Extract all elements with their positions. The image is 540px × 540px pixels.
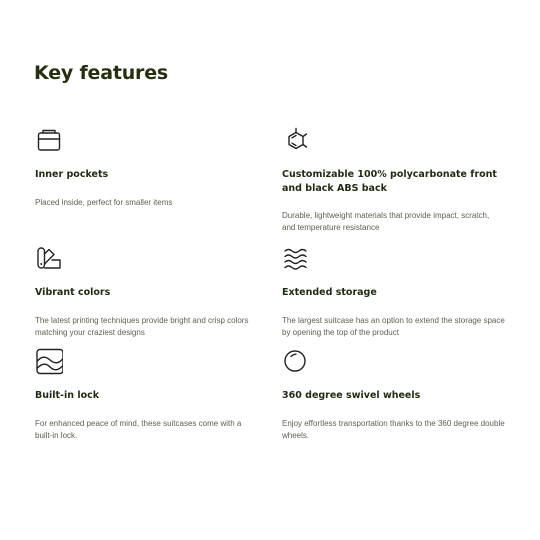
feature-swivel-wheels [282,348,522,440]
section-title: Key features [34,62,169,84]
feature-description: Enjoy effortless transportation thanks to the 360 degree double wheels. [282,419,505,440]
feature-title: Inner pockets [35,169,109,180]
feature-polycarbonate [282,127,522,232]
feature-title: Extended storage [282,287,377,298]
feature-title: Customizable 100% polycarbonate front and black ABS back [282,169,497,194]
feature-description: Durable, lightweight materials that provide impact, scratch, and temperature resistance [282,211,490,232]
lock-icon [35,348,63,376]
pocket-icon [35,127,63,155]
waves-icon [282,245,310,273]
feature-description: For enhanced peace of mind, these suitcases come with a built-in lock. [35,419,242,440]
color-swatch-icon [35,245,63,273]
feature-vibrant-colors [35,245,267,337]
feature-inner-pockets [35,127,267,207]
feature-description: The largest suitcase has an option to extend the storage space by opening the top of the product [282,316,505,337]
feature-description: The latest printing techniques provide bright and crisp colors matching your craziest designs [35,316,249,337]
feature-title: 360 degree swivel wheels [282,390,421,401]
feature-built-in-lock [35,348,267,440]
feature-title: Built-in lock [35,390,100,401]
molecule-icon [282,127,310,155]
feature-description: Placed inside, perfect for smaller items [35,198,173,207]
wheel-icon [282,348,310,376]
feature-title: Vibrant colors [35,287,111,298]
feature-extended-storage [282,245,522,337]
